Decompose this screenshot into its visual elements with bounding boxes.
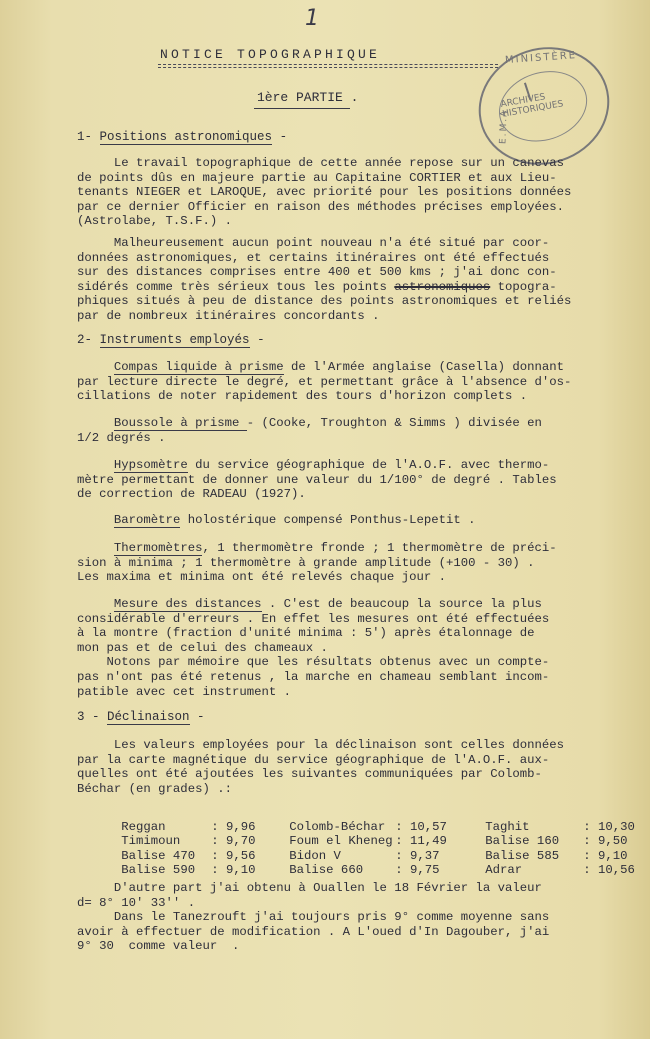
subtitle-underline bbox=[254, 108, 350, 109]
stamp-outer-text: MINISTÈRE bbox=[504, 50, 578, 67]
stamp-ring-text: E.M.A bbox=[498, 108, 510, 145]
paragraph-sources: Le travail topographique de cette année repose sur un canevas de points dûs en majeure partie au Capitaine CORTIER et aux Lieu- tenants NIEGER et LAROQUE, avec priorité pour les positions données par ce dernier Officier en raison des méthodes précises employées. (Astrolabe, T.S.F.) . bbox=[77, 156, 572, 229]
table-cell-place: Timimoun bbox=[121, 834, 181, 849]
table-cell-place: Adrar bbox=[485, 863, 523, 878]
table-cell-place: Balise 590 bbox=[121, 863, 196, 878]
table-cell-place: Foum el Kheneg bbox=[289, 834, 393, 849]
instrument-distances bbox=[77, 597, 549, 699]
section-suffix: - bbox=[189, 710, 205, 724]
paragraph-text: topogra- phiques situés à peu de distance des points astronomiques et reliés par de nombreux itinéraires concordants . bbox=[77, 279, 572, 323]
table-cell-place: Bidon V bbox=[289, 848, 341, 863]
paragraph-conclusion: D'autre part j'ai obtenu à Ouallen le 18 Février la valeur d= 8° 10' 33'' . Dans le Tanezrouft j'ai toujours pris 9° comme moyenne sans avoir à effectuer de modification . A L'oued d'In Dagouber, j'ai 9° 30 comme valeur . bbox=[77, 881, 550, 954]
instrument-text: du service géographique de l'A.O.F. avec thermo- mètre permettant de donner une valeur du 1/100° de degré . Tables de correction de RADEAU (1927). bbox=[77, 458, 557, 502]
part-subtitle: 1ère PARTIE . bbox=[257, 90, 359, 105]
paragraph-declination: Les valeurs employées pour la déclinaison sont celles données par la carte magnétique du service géographique de l'A.O.F. aux- quelles ont été ajoutées les suivantes communiquées par Colomb- Béchar (en grades) .: bbox=[77, 738, 565, 796]
table-cell-place: Balise 660 bbox=[289, 863, 364, 878]
struck-word: astronomiques bbox=[394, 279, 491, 294]
section-title: Positions astronomiques bbox=[99, 130, 273, 144]
instrument-name: Boussole à prisme bbox=[113, 416, 247, 430]
table-cell-value: : 9,56 bbox=[211, 848, 256, 863]
instrument-text: de l'Armée anglaise (Casella) donnant par lecture directe le degré, et permettant grâce à l'absence d'os- cillations de noter rapidement des tours d'horizon complets . bbox=[77, 360, 572, 404]
paragraph-reliability bbox=[77, 236, 571, 324]
table-cell-place: Balise 470 bbox=[121, 848, 196, 863]
stamp-center-text: ARCHIVES HISTORIQUES bbox=[499, 92, 565, 120]
document-title: NOTICE TOPOGRAPHIQUE bbox=[160, 47, 381, 62]
table-cell-value: : 10,57 bbox=[395, 819, 447, 834]
table-cell-value: : 11,49 bbox=[395, 834, 447, 849]
instrument-text: holostérique compensé Ponthus-Lepetit . bbox=[180, 513, 476, 527]
section-suffix: - bbox=[249, 333, 265, 347]
table-cell-value: : 9,10 bbox=[583, 848, 628, 863]
instrument-boussole bbox=[77, 416, 542, 445]
instrument-name: Baromètre bbox=[113, 513, 181, 527]
instrument-text: - (Cooke, Troughton & Simms ) divisée en 1/2 degrés . bbox=[77, 416, 542, 445]
table-cell-value: : 9,50 bbox=[583, 834, 628, 849]
table-cell-value: : 9,37 bbox=[395, 848, 440, 863]
section-heading-1 bbox=[77, 130, 287, 144]
instrument-thermometres bbox=[77, 541, 557, 585]
section-suffix: - bbox=[272, 130, 288, 144]
section-title: Instruments employés bbox=[99, 333, 250, 347]
table-cell-place: Reggan bbox=[121, 819, 166, 834]
folio-number: 1 bbox=[305, 6, 319, 31]
section-heading-3 bbox=[77, 710, 205, 724]
table-cell-value: : 10,30 bbox=[583, 819, 635, 834]
instrument-compass bbox=[77, 360, 571, 404]
table-cell-place: Balise 585 bbox=[485, 848, 560, 863]
table-cell-value: : 9,75 bbox=[395, 863, 440, 878]
table-cell-value: : 9,10 bbox=[211, 863, 256, 878]
instrument-text: , 1 thermomètre fronde ; 1 thermomètre de préci- sion à minima ; 1 thermomètre à grande amplitude (+100 - 30) . Les maxima et minima ont été relevés chaque jour . bbox=[77, 541, 557, 585]
section-heading-2 bbox=[77, 333, 265, 347]
table-cell-value: : 9,70 bbox=[211, 834, 256, 849]
section-number: 1- bbox=[77, 130, 93, 144]
paragraph-text: Malheureusement aucun point nouveau n'a été situé par coor- données astronomiques, et certains itinéraires ont été effectués sur des distances comprises entre 400 et 500 kms ; j'ai donc con- sidérés comme très sérieux tous les points bbox=[77, 236, 557, 294]
section-number: 3 - bbox=[77, 710, 100, 724]
declination-table bbox=[77, 805, 650, 878]
instrument-name: Hypsomètre bbox=[113, 458, 188, 472]
table-cell-place: Colomb-Béchar bbox=[289, 819, 386, 834]
table-cell-place: Taghit bbox=[485, 819, 530, 834]
instrument-name: Thermomètres bbox=[113, 541, 203, 555]
table-cell-value: : 10,56 bbox=[583, 863, 635, 878]
table-cell-value: : 9,96 bbox=[211, 819, 256, 834]
instrument-text: . C'est de beaucoup la source la plus considérable d'erreurs . En effet les mesures ont été effectuées à la montre (fraction d'unité minima : 5') après étalonnage de mon pas et de celui des chameaux . Notons par mémoire que les résultats obtenus avec un compte- pas n'ont pas été retenus , la marche en chameau semblant incom- patible avec cet instrument . bbox=[77, 597, 550, 699]
table-cell-place: Balise 160 bbox=[485, 834, 560, 849]
table-row bbox=[77, 805, 650, 834]
section-number: 2- bbox=[77, 333, 93, 347]
title-double-rule bbox=[158, 64, 498, 68]
instrument-hypsometre bbox=[77, 458, 557, 502]
section-title: Déclinaison bbox=[107, 710, 190, 724]
instrument-name: Compas liquide à prisme bbox=[113, 360, 284, 374]
instrument-barometre bbox=[77, 513, 476, 528]
instrument-name: Mesure des distances bbox=[113, 597, 262, 611]
